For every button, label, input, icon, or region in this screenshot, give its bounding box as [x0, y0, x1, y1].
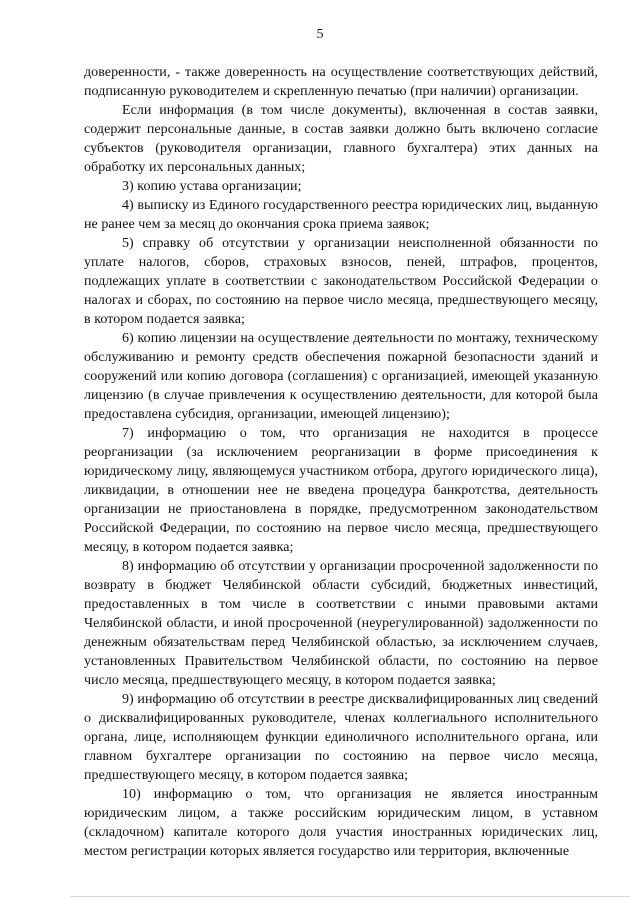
paragraph-continuation: доверенности, - также доверенность на осуществление соответствующих действий, подписанную руководителем и скрепленную печатью (при наличии) организации. — [84, 65, 598, 99]
list-item-6: 6) копию лицензии на осуществление деятельности по монтажу, техническому обслуживанию и ремонту средств обеспечения пожарной безопасности зданий и сооружений или копию договора (соглашения) с организацией, имеющей указанную лицензию (в случае привлечения к осуществлению деятельности, для которой была предоставлена субсидия, организации, имеющей лицензию); — [84, 331, 598, 422]
paragraph-personal-data: Если информация (в том числе документы), включенная в состав заявки, содержит персональные данные, в состав заявки должно быть включено согласие субъектов (руководителя организации, главного бухгалтера) этих данных на обработку их персональных данных; — [84, 103, 598, 175]
list-item-10: 10) информацию о том, что организация не является иностранным юридическим лицом, а также российским юридическим лицом, в уставном (складочном) капитале которого доля участия иностранных юридических лиц, местом регистрации которых является государство или территория, включенные — [84, 787, 598, 859]
scan-edge-line — [70, 896, 630, 897]
list-item-4: 4) выписку из Единого государственного реестра юридических лиц, выданную не ранее чем за месяц до окончания срока приема заявок; — [84, 198, 598, 232]
document-body — [84, 63, 598, 861]
list-item-9: 9) информацию об отсутствии в реестре дисквалифицированных лиц сведений о дисквалифицированных руководителе, членах коллегиального исполнительного органа, лице, исполняющем функции единоличного исполнительного органа, или главном бухгалтере организации по состоянию на первое число месяца, предшествующего месяцу, в котором подается заявка; — [84, 692, 598, 783]
page-number: 5 — [316, 27, 324, 42]
list-item-8: 8) информацию об отсутствии у организации просроченной задолженности по возврату в бюджет Челябинской области субсидий, бюджетных инвестиций, предоставленных в том числе в соответствии с иными правовыми актами Челябинской области, и иной просроченной (неурегулированной) задолженности по денежным обязательствам перед Челябинской областью, за исключением случаев, установленных Правительством Челябинской области, по состоянию на первое число месяца, предшествующего месяцу, в котором подается заявка; — [84, 559, 598, 688]
list-item-3: 3) копию устава организации; — [122, 179, 302, 194]
list-item-5: 5) справку об отсутствии у организации неисполненной обязанности по уплате налогов, сборов, страховых взносов, пеней, штрафов, процентов, подлежащих уплате в соответствии с законодательством Российской Федерации о налогах и сборах, по состоянию на первое число месяца, предшествующего месяцу, в котором подается заявка; — [84, 236, 598, 327]
list-item-7: 7) информацию о том, что организация не находится в процессе реорганизации (за исключением реорганизации в форме присоединения к юридическому лицу, являющемуся участником отбора, другого юридического лица), ликвидации, в отношении нее не введена процедура банкротства, деятельность организации не приостановлена в порядке, предусмотренном законодательством Российской Федерации, по состоянию на первое число месяца, предшествующего месяцу, в котором подается заявка; — [84, 426, 598, 555]
